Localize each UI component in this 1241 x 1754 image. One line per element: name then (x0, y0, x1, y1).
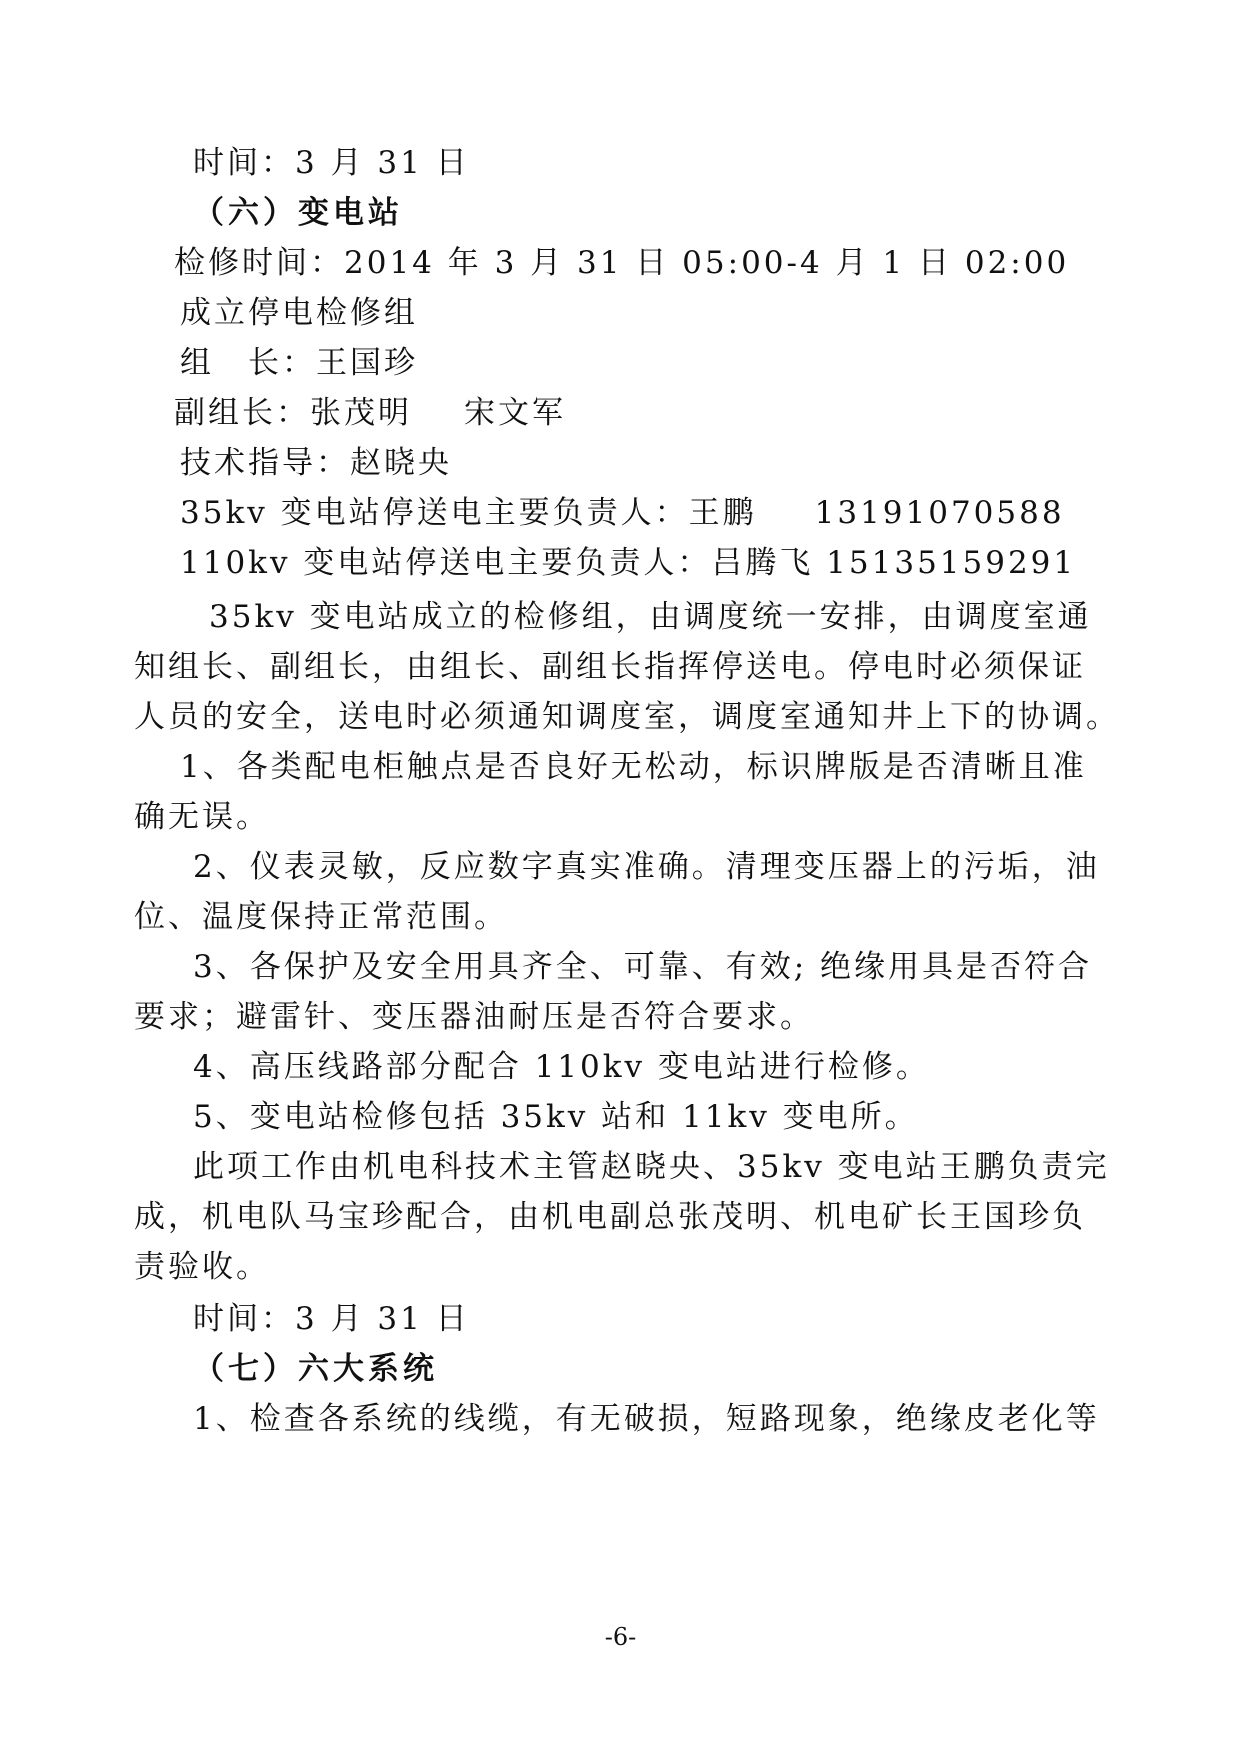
responsible-110kv-line: 110kv 变电站停送电主要负责人：吕腾飞 15135159291 (180, 545, 1077, 581)
group-formed-line: 成立停电检修组 (180, 295, 418, 331)
section-heading-six-systems: （七）六大系统 (193, 1351, 438, 1387)
group-leader-line: 组 长：王国珍 (180, 345, 418, 381)
paragraph-1-line-1: 35kv 变电站成立的检修组，由调度统一安排，由调度室通 (209, 599, 1092, 635)
responsible-35kv-phone: 13191070588 (814, 495, 1065, 531)
time-line-1: 时间：3 月 31 日 (193, 145, 470, 181)
paragraph-2-line-2: 成，机电队马宝珍配合，由机电副总张茂明、机电矿长王国珍负 (134, 1199, 1086, 1235)
section-heading-substation: （六）变电站 (193, 195, 403, 231)
item-3-line-2: 要求；避雷针、变压器油耐压是否符合要求。 (134, 999, 814, 1035)
item-4-line: 4、高压线路部分配合 110kv 变电站进行检修。 (193, 1049, 930, 1085)
vice-leader-label: 副组长：张茂明 (174, 395, 412, 431)
time-line-2: 时间：3 月 31 日 (193, 1301, 470, 1337)
item-5-line: 5、变电站检修包括 35kv 站和 11kv 变电所。 (193, 1099, 919, 1135)
item-1-line-1: 1、各类配电柜触点是否良好无松动，标识牌版是否清晰且准 (180, 749, 1087, 785)
paragraph-2-line-3: 责验收。 (134, 1249, 270, 1285)
tech-guidance-line: 技术指导：赵晓央 (180, 445, 452, 481)
repair-time-line: 检修时间：2014 年 3 月 31 日 05:00-4 月 1 日 02:00 (174, 245, 1070, 281)
page-number: -6- (604, 1623, 637, 1651)
paragraph-1-line-2: 知组长、副组长，由组长、副组长指挥停送电。停电时必须保证 (134, 649, 1086, 685)
item-3-line-1: 3、各保护及安全用具齐全、可靠、有效; 绝缘用具是否符合 (193, 949, 1093, 985)
item-2-line-2: 位、温度保持正常范围。 (134, 899, 508, 935)
item-1-line-2: 确无误。 (134, 799, 270, 835)
vice-leader-second: 宋文军 (464, 395, 566, 431)
responsible-35kv-line (180, 493, 1065, 533)
vice-leader-line (174, 393, 566, 433)
paragraph-2-line-1: 此项工作由机电科技术主管赵晓央、35kv 变电站王鹏负责完 (193, 1149, 1110, 1185)
item-2-line-1: 2、仪表灵敏，反应数字真实准确。清理变压器上的污垢，油 (193, 849, 1100, 885)
item-7-1-line: 1、检查各系统的线缆，有无破损，短路现象，绝缘皮老化等 (193, 1401, 1100, 1437)
responsible-35kv-label: 35kv 变电站停送电主要负责人：王鹏 (180, 495, 757, 531)
paragraph-1-line-3: 人员的安全，送电时必须通知调度室，调度室通知井上下的协调。 (134, 699, 1120, 735)
